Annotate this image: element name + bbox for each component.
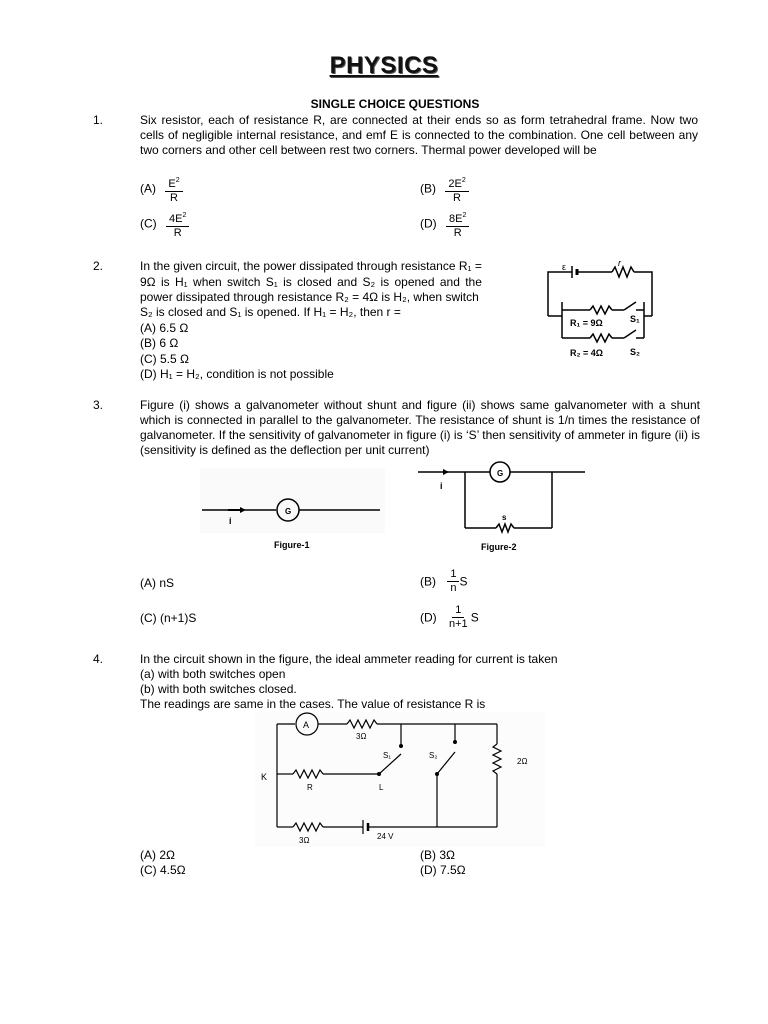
question-2-number: 2. (93, 259, 104, 273)
q1-option-a: (A) $\frac{E^2}{R}$ (140, 174, 183, 205)
q4-option-b: (B) 3Ω (420, 848, 455, 862)
q4-option-a: (A) 2Ω (140, 848, 175, 862)
q4-r-right-label: 2Ω (517, 757, 528, 766)
q4-r-top-label: 3Ω (356, 732, 367, 741)
q2-s1-label: S₁ (630, 314, 640, 324)
q3-fig1-current: i (229, 516, 232, 526)
q4-option-c: (C) 4.5Ω (140, 863, 186, 877)
q2-option-a: (A) 6.5 Ω (140, 321, 189, 335)
q4-option-d: (D) 7.5Ω (420, 863, 466, 877)
q2-circuit-figure (540, 258, 660, 366)
q3-fig1-caption: Figure-1 (274, 540, 310, 550)
question-1-number: 1. (93, 113, 104, 127)
question-4-line-1: In the circuit shown in the figure, the ideal ammeter reading for current is taken (140, 652, 558, 666)
q1-option-b: (B) $\frac{2E^2}{R}$ (420, 174, 469, 205)
q3-fig1-galvanometer: G (285, 507, 292, 516)
question-2-line-3: power dissipated through resistance R₂ = 4Ω is H₂, when switch (140, 290, 479, 304)
q2-option-d: (D) H₁ = H₂, condition is not possible (140, 367, 334, 381)
section-heading: SINGLE CHOICE QUESTIONS (310, 97, 480, 111)
q3-option-d: (D) $\frac{1}{n+1}$ S (420, 604, 479, 630)
question-3-number: 3. (93, 398, 104, 412)
q4-k-label: K (261, 772, 268, 782)
question-3-text: Figure (i) shows a galvanometer without shunt and figure (ii) shows same galvanometer with a shunt which is connected in parallel to the galvanometer. The resistance of shunt is 1/n times the resistance of galvanometer. If the sensitivity of galvanometer in figure (i) is ‘S’ then sensitivity of ammeter in figure (ii) is (sensitivity is defined as the deflection per unit current) (140, 398, 700, 457)
q4-r-label: R (307, 783, 313, 792)
q2-s2-label: S₂ (630, 347, 641, 357)
question-2-line-1: In the given circuit, the power dissipated through resistance R₁ = (140, 259, 482, 273)
q3-option-a: (A) nS (140, 576, 175, 590)
q1-option-c: (C) $\frac{4E^2}{R}$ (140, 209, 189, 240)
question-4-line-2: (a) with both switches open (140, 667, 286, 681)
question-4-number: 4. (93, 652, 104, 666)
page-title: PHYSICS (329, 52, 439, 79)
q4-battery-label: 24 V (377, 832, 394, 841)
q4-r-bottom-label: 3Ω (299, 836, 310, 845)
q3-figures (200, 460, 600, 560)
q2-r1-label: R₁ = 9Ω (570, 318, 603, 328)
question-2-line-2: 9Ω is H₁ when switch S₁ is closed and S₂ is opened and the (140, 275, 482, 289)
q2-r2-label: R₂ = 4Ω (570, 348, 603, 358)
q4-ammeter-label: A (303, 720, 310, 730)
q4-circuit-figure (255, 712, 545, 847)
q4-s1-label: S₁ (383, 751, 392, 760)
q2-cell-label: ε (562, 262, 567, 272)
q2-r-label: r (618, 258, 621, 268)
q4-l-label: L (379, 783, 384, 792)
question-2-line-4: S₂ is closed and S₁ is opened. If H₁ = H₂, then r = (140, 305, 401, 319)
q3-fig2-galvanometer: G (497, 469, 504, 478)
q2-option-b: (B) 6 Ω (140, 336, 179, 350)
q3-option-c: (C) (n+1)S (140, 611, 197, 625)
q4-s2-label: S₂ (429, 751, 438, 760)
q3-fig2-current: i (440, 481, 443, 491)
question-4-line-3: (b) with both switches closed. (140, 682, 297, 696)
q2-option-c: (C) 5.5 Ω (140, 352, 189, 366)
q3-fig2-shunt: s (502, 513, 507, 522)
question-1-text: Six resistor, each of resistance R, are connected at their ends so as form tetrahedral frame. Now two cells of negligible internal resistance, and emf E is connected to the combination. One cell between any two corners and other cell between rest two corners. Thermal power developed will be (140, 113, 698, 157)
q1-option-d: (D) $\frac{8E^2}{R}$ (420, 209, 469, 240)
question-4-line-4: The readings are same in the cases. The value of resistance R is (140, 697, 486, 711)
q3-fig2-caption: Figure-2 (481, 542, 517, 552)
q3-option-b: (B) $\frac{1}{n}$ S (420, 568, 468, 594)
